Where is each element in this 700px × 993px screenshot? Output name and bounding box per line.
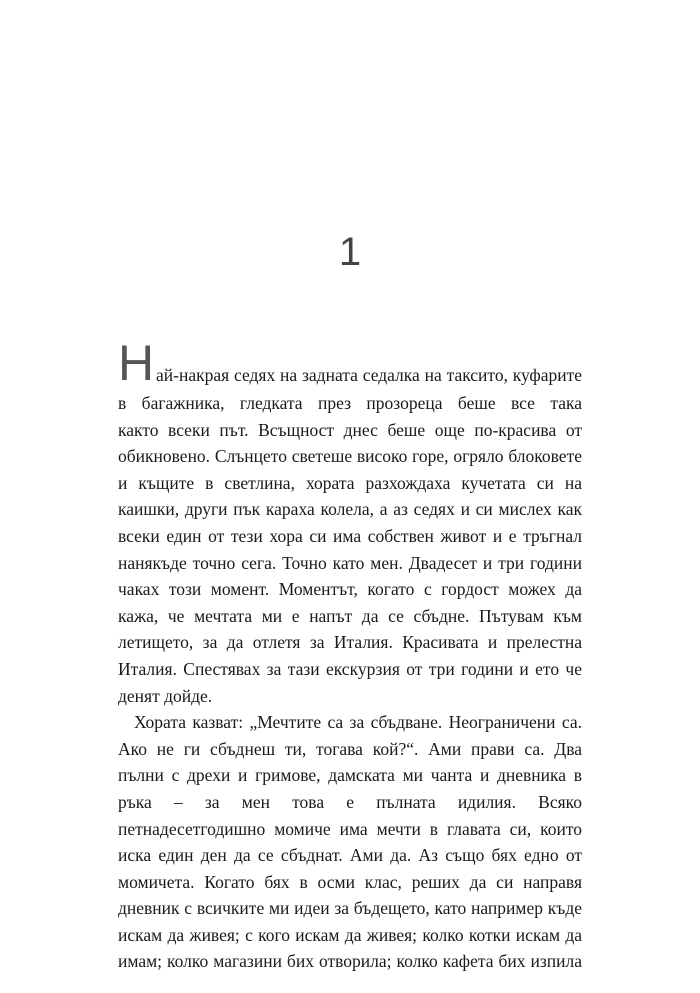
first-line-text: ай-накрая седях на задната седалка на таксито, куфарите xyxy=(156,365,582,385)
text-line: денят дойде. xyxy=(118,685,213,706)
text-line: Италия. Спестявах за тази екскурзия от три години и ето че xyxy=(118,658,582,679)
text-line: чаках този момент. Моментът, когато с гордост можех да xyxy=(118,579,582,600)
text-line: всеки един от тези хора си има собствен живот и е тръгнал xyxy=(118,525,582,546)
drop-cap-letter: Н xyxy=(118,335,155,391)
paragraph-1-first-line xyxy=(118,335,582,391)
text-line: имам; колко магазини бих отворила; колко кафета бих изпила xyxy=(118,951,582,972)
text-line: петнадесетгодишно момиче има мечти в главата си, които xyxy=(118,818,582,839)
text-line: нанякъде точно сега. Точно като мен. Двадесет и три години xyxy=(118,552,582,573)
text-line: дневник с всичките ми идеи за бъдещето, като например къде xyxy=(118,898,582,919)
chapter-number: 1 xyxy=(338,230,362,274)
text-line: кажа, че мечтата ми е напът да се сбъдне. Пътувам към xyxy=(118,605,582,626)
text-line: и къщите в светлина, хората разхождаха кучетата си на xyxy=(118,472,582,493)
chapter-body-text xyxy=(118,335,582,975)
text-line: летището, за да отлетя за Италия. Красивата и прелестна xyxy=(118,632,582,653)
text-line: Ако не ги сбъднеш ти, тогава кой?“. Ами прави са. Два xyxy=(118,738,582,759)
text-line: момичета. Когато бях в осми клас, реших да си направя xyxy=(118,871,582,892)
text-line: искам да живея; с кого искам да живея; колко котки искам да xyxy=(118,924,582,945)
text-line: иска един ден да се сбъднат. Ами да. Аз също бях едно от xyxy=(118,845,582,866)
text-line: пълни с дрехи и гримове, дамската ми чанта и дневника в xyxy=(118,765,582,786)
text-line: Хората казват: „Мечтите са за сбъдване. Неограничени са. xyxy=(134,712,582,733)
text-line: обикновено. Слънцето светеше високо горе, огряло блоковете xyxy=(118,446,582,467)
text-line: както всеки път. Всъщност днес беше още по-красива от xyxy=(118,419,582,440)
text-line: каишки, други пък караха колела, а аз седях и си мислех как xyxy=(118,499,582,520)
text-line: в багажника, гледката през прозореца беше все така xyxy=(118,393,582,413)
text-line: ръка – за мен това е пълната идилия. Всяко xyxy=(118,791,582,812)
